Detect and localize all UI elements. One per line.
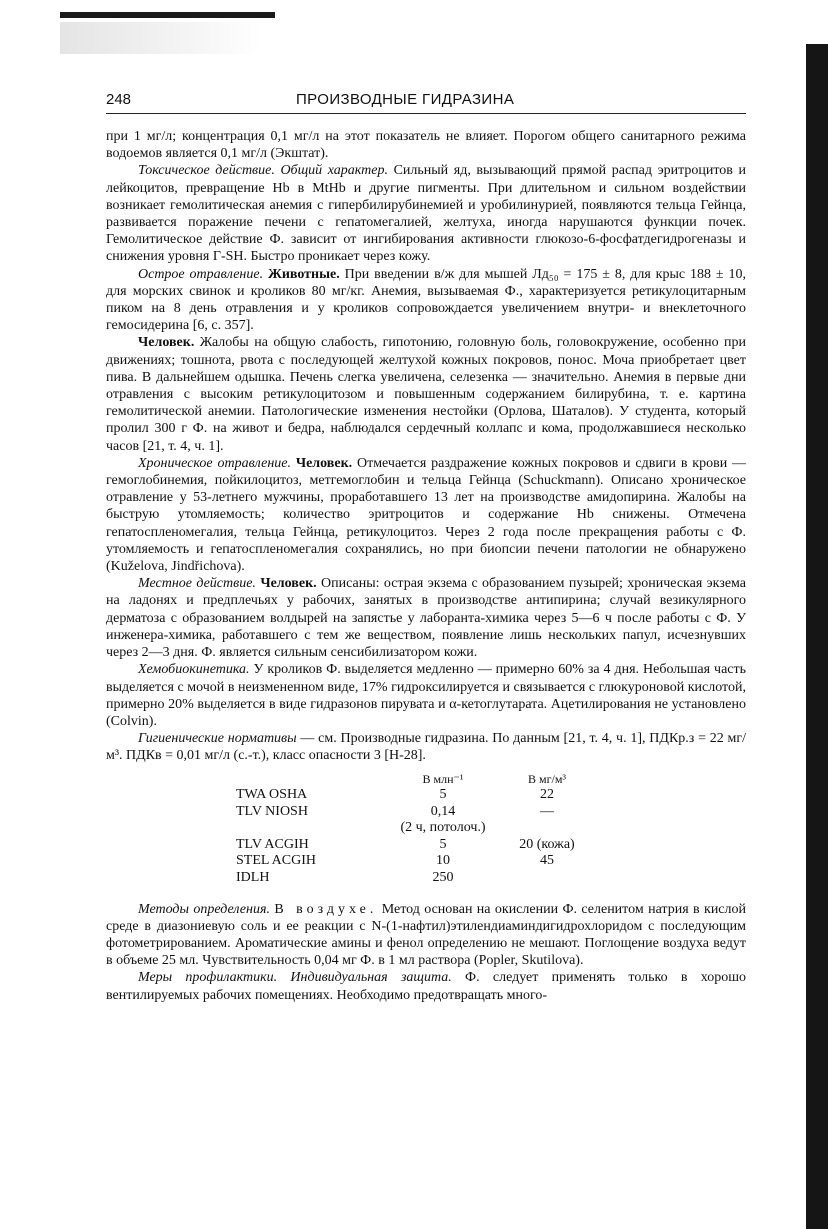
table-header-ppm: В млн⁻¹ — [422, 771, 464, 786]
table-row — [236, 870, 592, 887]
table-row — [236, 820, 592, 837]
table-header-mg: В мг/м³ — [527, 771, 567, 786]
paragraph-chronic — [106, 455, 746, 575]
paragraph-local-action — [106, 575, 746, 661]
running-title: ПРОИЗВОДНЫЕ ГИДРАЗИНА — [296, 91, 515, 108]
norm-ppm: 250 — [432, 870, 454, 886]
norm-mg: 22 — [540, 787, 554, 803]
section-lead: Гигиенические нормативы — [138, 731, 297, 747]
paragraph-text: Отмечается раздражение кожных покровов и сдвиги в крови — гемоглобинемия, пойкилоцитоз, метгемоглобин и тельца Гейнца (Schuckmann). Описано хроническое отравление у 53-летнего мужчины, проработавшего 13 лет на производстве амидопирина. Жалобы на быструю утомляемость; количество эритроцитов и содержание Hb снижены. Отмечена гепатоспленомегалия, тельца Гейнца, ретикулоцитоз. Через 2 года после прекращения работы с Ф. утомляемость и гепатоспленомегалия сохранялись, но при биопсии печени патологии не обнаружено (Kuželova, Jindřichova). — [106, 455, 747, 575]
section-lead: Хроническое отравление. — [138, 455, 291, 471]
norm-ppm: 5 — [439, 836, 447, 852]
paragraph-text: Ф. следует применять только в хорошо вентилируемых рабочих помещениях. Необходимо предотвращать много- — [106, 970, 747, 1003]
table-row — [236, 853, 592, 870]
paragraph-acute-human — [106, 334, 746, 454]
section-lead: Местное действие. — [138, 576, 256, 592]
paragraph-text: При введении в/ж для мышей Лд₅₀ = 175 ± 8, для крыс 188 ± 10, для морских свинок и кроликов 80 мг/кг. Анемия, вызываемая Ф., характеризуется ретикулоцитарным пиком на 8 день отравления и у кроликов сопровождается увеличением внутри- и внеклеточного гемосидерина [6, с. 357]. — [106, 266, 747, 334]
norm-name: IDLH — [236, 870, 270, 886]
book-page — [106, 85, 746, 1004]
paragraph-acute-animals — [106, 266, 746, 335]
paragraph-text: Сильный яд, вызывающий прямой распад эритроцитов и лейкоцитов, превращение Hb в MtHb и другие пигменты. При длительном и сильном воздействии возникает гемолитическая анемия с гипербилирубинемией и уробилинурией, появляются тельца Гейнца, развивается поражение печени с гепатомегалией, желтуха, иногда нарушаются функции почек. Гемолитическое действие Ф. зависит от ингибирования активности глюкозо-6-фосфатдегидрогеназы и снижения уровня Г-SH. Быстро проникает через кожу. — [106, 163, 746, 265]
norm-mg: 20 (кожа) — [519, 836, 575, 852]
paragraph-hygiene-norms — [106, 730, 746, 764]
subject-label: Человек. — [260, 576, 317, 592]
section-lead: Меры профилактики. Индивидуальная защита. — [138, 970, 452, 986]
subject-label: Животные. — [267, 266, 340, 282]
paragraph-text: Описаны: острая экзема с образованием пузырей; хроническая экзема на ладонях и предплечьях у рабочих, занятых в производстве антипирина; случай везикулярного дерматоза с образованием волдырей на запястье у лаборанта-химика через 5—6 ч после работы с Ф. У инженера-химика, работавшего с тем же веществом, появление лишь нескольких папул, исчезнувших через 2—3 дня. Ф. является сильным сенсибилизатором кожи. — [106, 576, 747, 661]
scan-edge-mark — [60, 12, 275, 18]
norm-name: TLV ACGIH — [236, 836, 309, 852]
norm-name: TWA OSHA — [236, 787, 308, 803]
page-number: 248 — [106, 91, 132, 108]
norm-name: STEL ACGIH — [236, 853, 316, 869]
section-lead: Острое отравление. — [138, 266, 264, 282]
norm-mg: — — [540, 803, 554, 819]
paragraph-chemobiokinetics — [106, 661, 746, 730]
table-header-row — [236, 771, 592, 788]
paragraph-prevention — [106, 969, 746, 1003]
page-header — [106, 85, 746, 114]
norm-ppm: (2 ч, потолоч.) — [400, 820, 486, 836]
norm-mg — [502, 870, 592, 887]
table-row — [236, 804, 592, 821]
norm-ppm: 10 — [436, 853, 450, 869]
section-lead: Методы определения. — [138, 901, 270, 917]
paragraph-text: Жалобы на общую слабость, гипотонию, головную боль, головокружение, особенно при движениях; тошнота, рвота с последующей желтухой кожных покровов, понос. Моча приобретает цвет пива. В дальнейшем одышка. Печень слегка увеличена, селезенка — значительно. Анемия в первые дни отравления с высоким ретикулоцитозом и повышенным содержанием билирубина, т. е. картина гемолитической анемии. Патологические изменения нестойки (Орлова, Шаталов). У студента, который пролил 300 г Ф. на живот и бедра, наблюдался сердечный коллапс и кома, продолжавшиеся несколько часов [21, т. 4, ч. 1]. — [106, 335, 746, 454]
subject-label: Человек. — [295, 455, 353, 471]
norm-mg — [502, 820, 592, 837]
paragraph-text: Метод основан на окислении Ф. селенитом натрия в кислой среде в диазониевую соль и ее реакции с N-(1-нафтил)этилендиаминдигидрохлоридом с последующим фотометрированием. Ароматические амины и фенол определению не мешают. Поглощение воздуха ведут в объеме 25 мл. Чувствительность 0,04 мг Ф. в 1 мл раствора (Popler, Skutilova). — [106, 901, 746, 969]
norm-mg: 45 — [540, 853, 554, 869]
paragraph-text: У кроликов Ф. выделяется медленно — примерно 60% за 4 дня. Небольшая часть выделяется с мочой в неизмененном виде, 17% гидроксилируется и связывается с глюкуроновой кислотой, примерно 20% выделяется в виде гидразонов пирувата и α-кетоглутарата. Ацетилирования не установлено (Colvin). — [106, 662, 746, 729]
table-row — [236, 837, 592, 854]
norm-ppm: 0,14 — [430, 803, 456, 819]
subject-label: Человек. — [138, 335, 195, 351]
scan-border — [806, 44, 828, 1229]
scan-smudge — [60, 22, 260, 54]
spaced-term: В воздухе. — [274, 901, 378, 917]
paragraph-toxic-action — [106, 162, 746, 265]
paragraph-text: — см. Производные гидразина. По данным [21, т. 4, ч. 1], ПДКр.з = 22 мг/м³. ПДКв = 0,01 мг/л (с.-т.), класс опасности 3 [Н-28]. — [106, 731, 746, 764]
paragraph-continuation — [106, 128, 746, 162]
norms-table — [236, 771, 592, 887]
norm-name: TLV NIOSH — [236, 803, 308, 819]
paragraph-methods — [106, 901, 746, 970]
norm-ppm: 5 — [439, 787, 447, 803]
section-lead: Токсическое действие. Общий характер. — [138, 163, 388, 179]
paragraph-text: при 1 мг/л; концентрация 0,1 мг/л на этот показатель не влияет. Порогом общего санитарного режима водоемов является 0,1 мг/л (Экштат). — [106, 129, 746, 162]
table-header-blank — [236, 771, 384, 788]
table-row — [236, 787, 592, 804]
section-lead: Хемобиокинетика. — [138, 662, 250, 678]
page-body — [106, 128, 746, 1004]
norm-name — [236, 820, 384, 837]
